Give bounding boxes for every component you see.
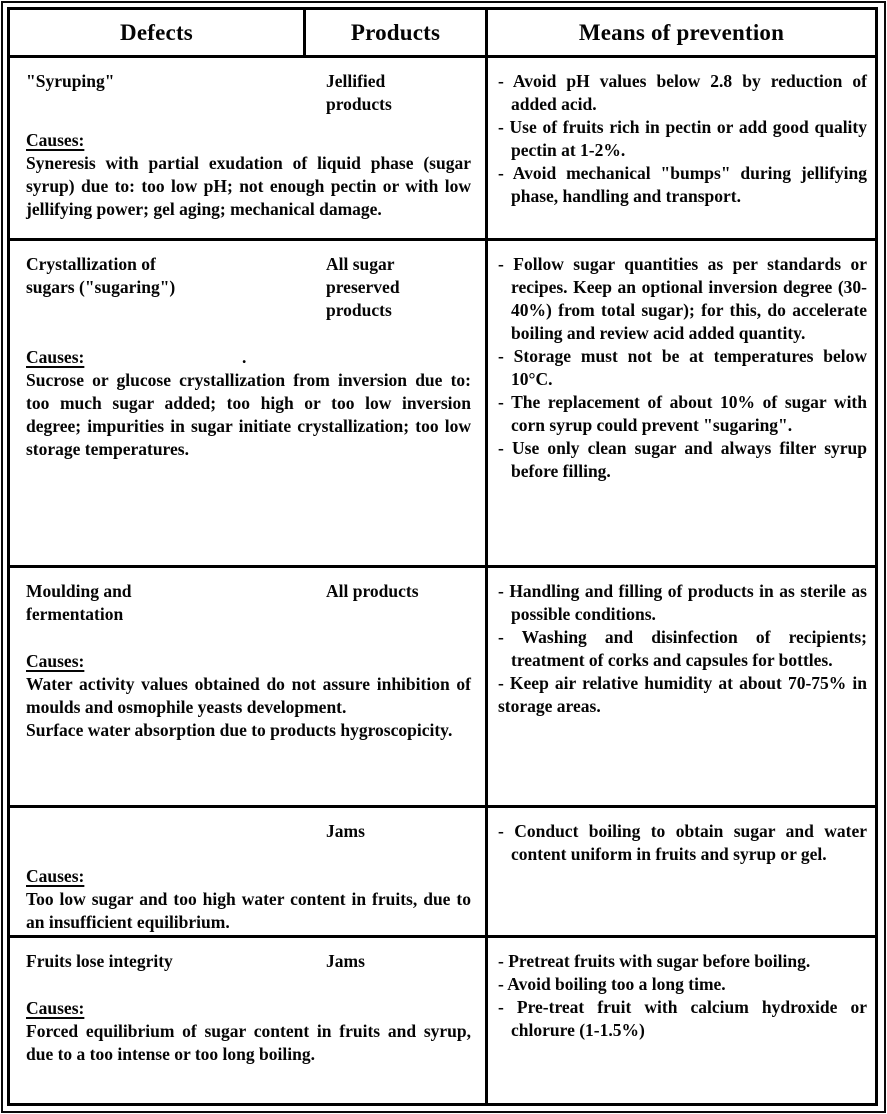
prevention-cell bbox=[488, 568, 875, 805]
prevention-cell bbox=[488, 808, 875, 935]
product-name: All products bbox=[326, 581, 419, 601]
defect-product-line bbox=[26, 253, 471, 322]
prevention-item: - Keep air relative humidity at about 70-75% in storage areas. bbox=[498, 673, 867, 716]
product-name: Jams bbox=[326, 951, 365, 971]
prevention-item: - Storage must not be at temperatures below 10°C. bbox=[498, 346, 867, 389]
defect-product-cell bbox=[10, 58, 488, 238]
prevention-item: - Pretreat fruits with sugar before boiling. bbox=[498, 951, 811, 971]
prevention-item: - Pre-treat fruit with calcium hydroxide or chlorure (1-1.5%) bbox=[498, 997, 867, 1040]
causes-text: Sucrose or glucose crystallization from inversion due to: too much sugar added; too high or too low inversion degree; impurities in sugar initiate crystallization; too low storage temperatures. bbox=[26, 370, 471, 459]
product-name: All sugar preserved products bbox=[326, 254, 400, 320]
prevention-item: - Avoid pH values below 2.8 by reduction of added acid. bbox=[498, 71, 867, 114]
defect-product-line bbox=[26, 580, 471, 626]
defect-product-line bbox=[26, 950, 471, 973]
defect-name: "Syruping" bbox=[26, 71, 115, 91]
causes-text: Water activity values obtained do not assure inhibition of moulds and osmophile yeasts development. bbox=[26, 674, 471, 717]
table-header-row bbox=[10, 10, 875, 58]
prevention-item: - Use of fruits rich in pectin or add good quality pectin at 1-2%. bbox=[498, 117, 867, 160]
table-row-jams-equilibrium bbox=[10, 808, 875, 938]
defect-product-line bbox=[26, 820, 471, 843]
defects-table bbox=[7, 7, 878, 1106]
defect-name: Moulding and fermentation bbox=[26, 581, 132, 624]
causes-label: Causes: bbox=[26, 998, 85, 1018]
prevention-item: - Avoid boiling too a long time. bbox=[498, 974, 726, 994]
prevention-item: - The replacement of about 10% of sugar with corn syrup could prevent "sugaring". bbox=[498, 392, 867, 435]
causes-label: Causes: bbox=[26, 866, 85, 886]
causes-text-2: Surface water absorption due to products hygroscopicity. bbox=[26, 720, 453, 740]
defect-product-cell bbox=[10, 938, 488, 1103]
defect-name: Fruits lose integrity bbox=[26, 951, 173, 971]
table-row-syruping bbox=[10, 58, 875, 241]
header-cell-products: Products bbox=[306, 10, 488, 55]
table-row-crystallization bbox=[10, 241, 875, 568]
prevention-item: - Avoid mechanical "bumps" during jellifying phase, handling and transport. bbox=[498, 163, 867, 206]
causes-label: Causes: bbox=[26, 651, 85, 671]
table-row-moulding bbox=[10, 568, 875, 808]
prevention-cell bbox=[488, 58, 875, 238]
causes-text: Too low sugar and too high water content in fruits, due to an insufficient equilibrium. bbox=[26, 889, 471, 932]
prevention-cell bbox=[488, 241, 875, 565]
header-cell-means-of-prevention: Means of prevention bbox=[578, 19, 785, 45]
prevention-item: - Follow sugar quantities as per standards or recipes. Keep an optional inversion degree (30-40%) from total sugar); for this, do accelerate boiling and review acid added quantity. bbox=[498, 254, 867, 343]
defect-product-cell bbox=[10, 241, 488, 565]
prevention-item: - Handling and filling of products in as sterile as possible conditions. bbox=[498, 581, 867, 624]
prevention-cell bbox=[488, 938, 875, 1103]
header-cell-defects: Defects bbox=[10, 10, 306, 55]
prevention-item: - Conduct boiling to obtain sugar and water content uniform in fruits and syrup or gel. bbox=[498, 821, 867, 864]
table-row-fruits-lose-integrity bbox=[10, 938, 875, 1103]
product-name: Jams bbox=[326, 821, 365, 841]
scan-artifact-dot: . bbox=[242, 347, 247, 367]
causes-text: Forced equilibrium of sugar content in fruits and syrup, due to a too intense or too long boiling. bbox=[26, 1021, 471, 1064]
defect-product-cell bbox=[10, 568, 488, 805]
defect-name: Crystallization of sugars ("sugaring") bbox=[26, 254, 176, 297]
prevention-item: - Use only clean sugar and always filter syrup before filling. bbox=[498, 438, 867, 481]
defect-product-cell bbox=[10, 808, 488, 935]
prevention-item: - Washing and disinfection of recipients; treatment of corks and capsules for bottles. bbox=[498, 627, 867, 670]
causes-label: Causes: bbox=[26, 130, 85, 150]
defect-product-line bbox=[26, 70, 471, 116]
product-name: Jellified products bbox=[326, 71, 392, 114]
causes-label: Causes: bbox=[26, 347, 85, 367]
causes-text: Syneresis with partial exudation of liquid phase (sugar syrup) due to: too low pH; not enough pectin or with low jellifying power; gel aging; mechanical damage. bbox=[26, 153, 471, 219]
